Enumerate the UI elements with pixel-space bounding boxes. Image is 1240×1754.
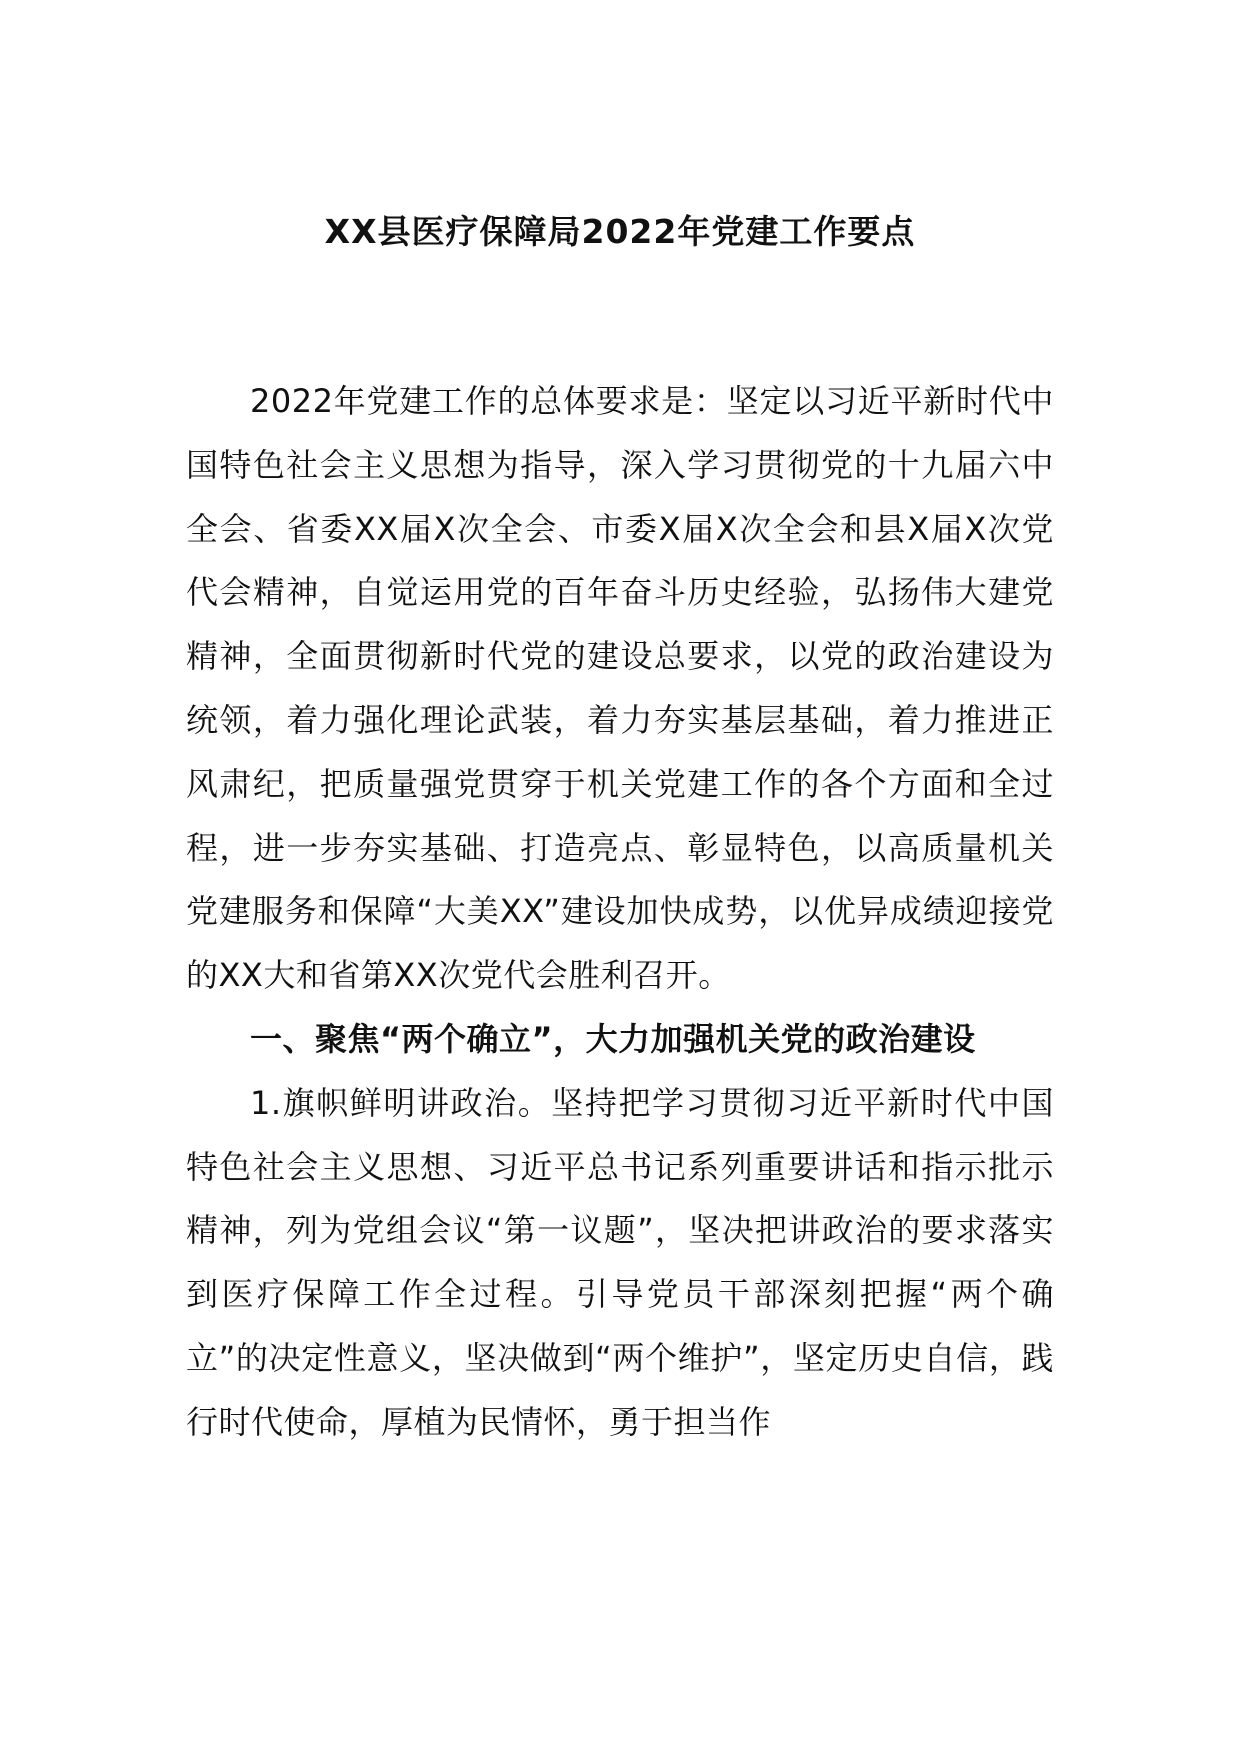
document-body (186, 370, 1054, 1455)
intro-paragraph: 2022年党建工作的总体要求是：坚定以习近平新时代中国特色社会主义思想为指导，深入学习贯彻党的十九届六中全会、省委XX届X次全会、市委X届X次全会和县X届X次党代会精神，自觉运用党的百年奋斗历史经验，弘扬伟大建党精神，全面贯彻新时代党的建设总要求，以党的政治建设为统领，着力强化理论武装，着力夯实基层基础，着力推进正风肃纪，把质量强党贯穿于机关党建工作的各个方面和全过程，进一步夯实基础、打造亮点、彰显特色，以高质量机关党建服务和保障“大美XX”建设加快成势，以优异成绩迎接党的XX大和省第XX次党代会胜利召开。 (186, 382, 1054, 995)
document-title: XX县医疗保障局2022年党建工作要点 (324, 212, 916, 251)
section-1-item-1: 1.旗帜鲜明讲政治。坚持把学习贯彻习近平新时代中国特色社会主义思想、习近平总书记系列重要讲话和指示批示精神，列为党组会议“第一议题”，坚决把讲政治的要求落实到医疗保障工作全过程。引导党员干部深刻把握“两个确立”的决定性意义，坚决做到“两个维护”，坚定历史自信，践行时代使命，厚植为民情怀，勇于担当作 (186, 1083, 1054, 1441)
section-1-heading: 一、聚焦“两个确立”，大力加强机关党的政治建设 (250, 1019, 976, 1058)
